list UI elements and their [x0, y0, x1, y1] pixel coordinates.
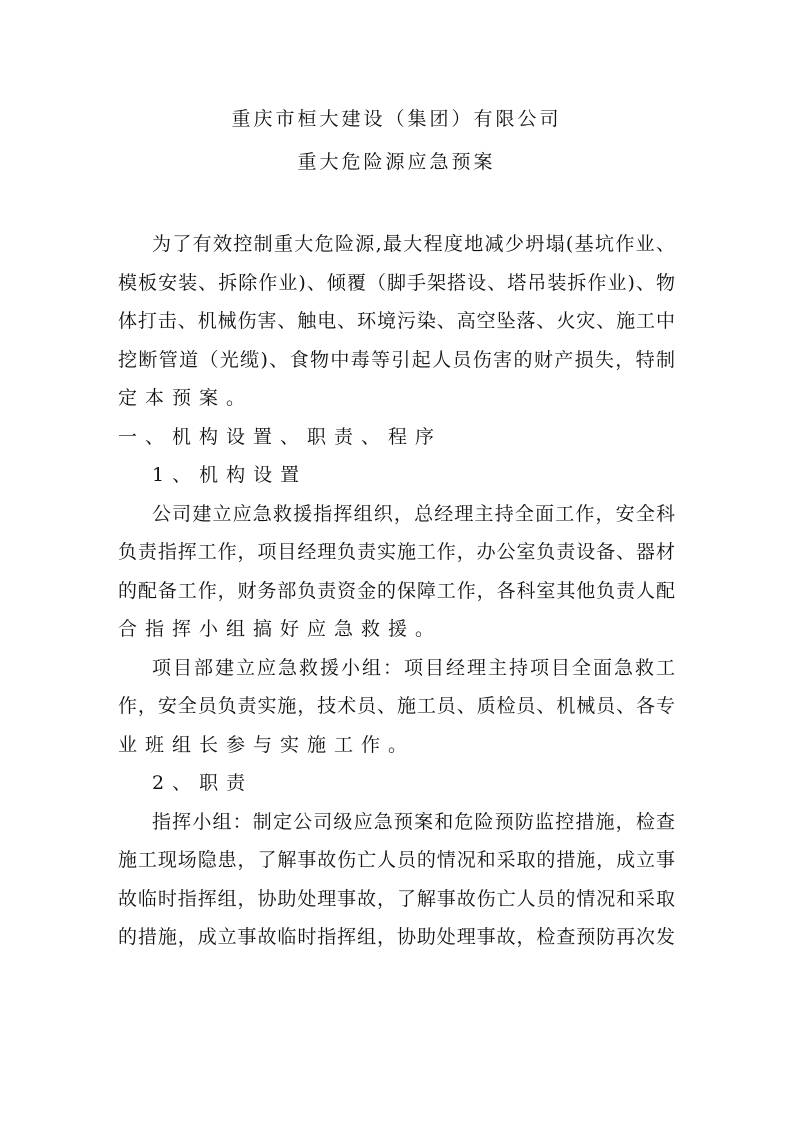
text-line: 指挥小组：制定公司级应急预案和危险预防监控措施，检查 [152, 810, 675, 833]
document-body [118, 225, 675, 957]
text-line: 挖断管道（光缆)、食物中毒等引起人员伤害的财产损失，特制 [118, 348, 675, 371]
text-line: 1、机构设置 [152, 464, 308, 486]
text-line: 负责指挥工作，项目经理负责实施工作，办公室负责设备、器材 [118, 541, 675, 563]
text-line: 的配备工作，财务部负责资金的保障工作，各科室其他负责人配 [118, 579, 675, 602]
text-line: 施工现场隐患，了解事故伤亡人员的情况和采取的措施，成立事 [118, 849, 675, 871]
company-title: 重庆市桓大建设（集团）有限公司 [231, 108, 562, 130]
text-line: 定本预案。 [118, 387, 254, 409]
text-line: 为了有效控制重大危险源,最大程度地减少坍塌(基坑作业、 [152, 233, 675, 255]
text-line: 体打击、机械伤害、触电、环境污染、高空坠落、火灾、施工中 [118, 310, 675, 332]
text-line: 一、机构设置、职责、程序 [118, 425, 443, 448]
document-title: 重大危险源应急预案 [297, 151, 496, 173]
text-line: 故临时指挥组，协助处理事故，了解事故伤亡人员的情况和采取 [118, 887, 675, 910]
text-line: 模板安装、拆除作业)、倾覆（脚手架搭设、塔吊装拆作业)、物 [118, 271, 675, 294]
text-line: 公司建立应急救援指挥组织，总经理主持全面工作，安全科 [152, 502, 675, 525]
text-line: 项目部建立应急救援小组：项目经理主持项目全面急救工 [152, 656, 675, 679]
text-line: 作，安全员负责实施，技术员、施工员、质检员、机械员、各专 [118, 695, 675, 717]
text-line: 合指挥小组搞好应急救援。 [118, 618, 443, 640]
text-line: 的措施，成立事故临时指挥组，协助处理事故，检查预防再次发 [118, 926, 675, 948]
text-line: 业班组长参与实施工作。 [118, 733, 416, 756]
text-line: 2、职责 [152, 772, 254, 794]
